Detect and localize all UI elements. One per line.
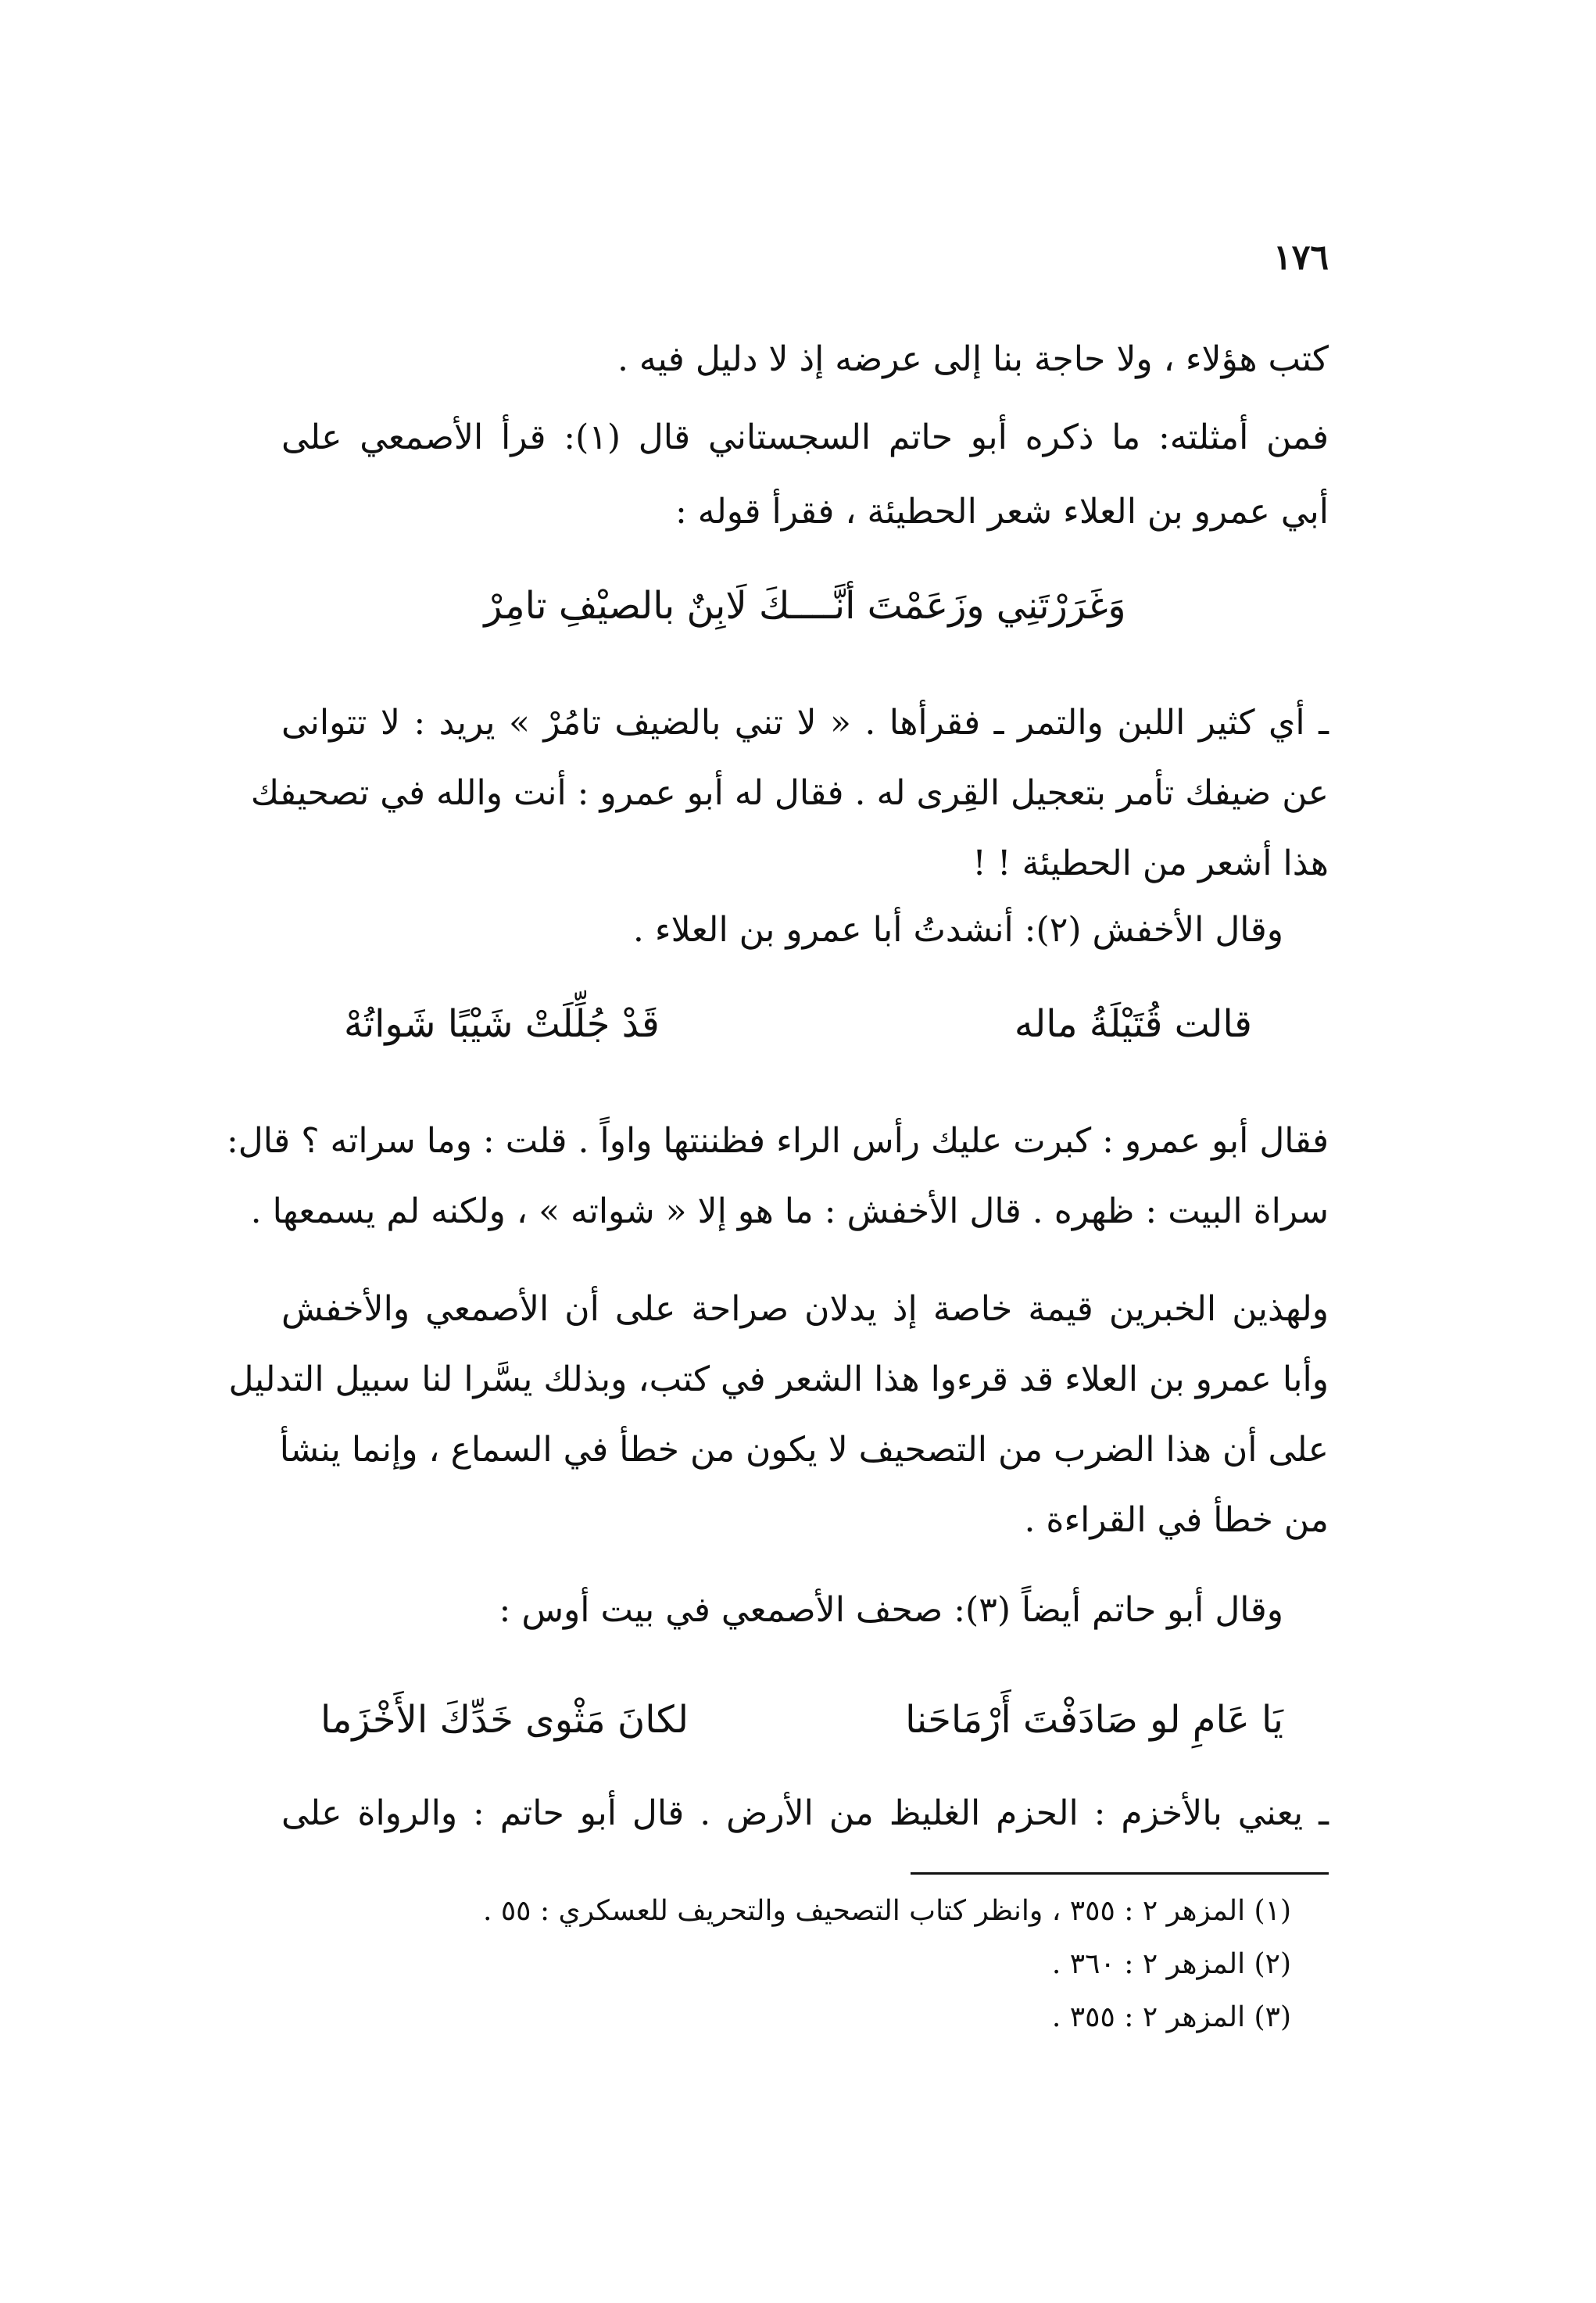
text-line: سراة البيت : ظهره . قال الأخفش : ما هو إلا « شواته » ، ولكنه لم يسمعها .	[250, 1191, 1329, 1231]
verse-hemistich: لكانَ مَثْوى خَدِّكَ الأَخْزَما	[320, 1698, 689, 1742]
verse-hemistich: يَا عَامِ لو صَادَفْتَ أَرْمَاحَنا	[905, 1698, 1283, 1742]
footnote: (٣) المزهر ٢ : ٣٥٥ .	[1051, 2001, 1291, 2033]
text-line: ـ يعني بالأخزم : الحزم الغليظ من الأرض . قال أبو حاتم : والرواة على	[281, 1793, 1329, 1833]
text-line: كتب هؤلاء ، ولا حاجة بنا إلى عرضه إذ لا دليل فيه .	[617, 339, 1329, 379]
verse-hemistich: قَدْ جُلِّلَتْ شَيْبًا شَواتُهْ	[344, 1002, 660, 1046]
footnote: (٢) المزهر ٢ : ٣٦٠ .	[1051, 1948, 1291, 1980]
text-line: وأبا عمرو بن العلاء قد قرءوا هذا الشعر في كتب، وبذلك يسَّرا لنا سبيل التدليل	[228, 1359, 1329, 1399]
text-line: من خطأ في القراءة .	[1024, 1500, 1329, 1540]
footnote-divider	[911, 1872, 1329, 1875]
verse-hemistich: قالت قُتَيْلَةُ ماله	[1014, 1002, 1252, 1046]
page-number: ١٧٦	[1273, 238, 1329, 278]
text-line: على أن هذا الضرب من التصحيف لا يكون من خطأ في السماع ، وإنما ينشأ	[279, 1430, 1329, 1470]
verse-line: وَغَرَرْتَنِي وزَعَمْتَ أنَّــــكَ لَابِنٌ بالصيْفِ تامِرْ	[484, 584, 1126, 628]
text-line: فقال أبو عمرو : كبرت عليك رأس الراء فظننتها واواً . قلت : وما سراته ؟ قال:	[226, 1121, 1329, 1161]
text-line: وقال أبو حاتم أيضاً (٣): صحف الأصمعي في بيت أوس :	[499, 1590, 1283, 1630]
text-line: عن ضيفك تأمر بتعجيل القِرى له . فقال له أبو عمرو : أنت والله في تصحيفك	[250, 773, 1329, 813]
text-line: ولهذين الخبرين قيمة خاصة إذ يدلان صراحة على أن الأصمعي والأخفش	[281, 1289, 1329, 1329]
text-line: ـ أي كثير اللبن والتمر ـ فقرأها . « لا تني بالضيف تامُرْ » يريد : لا تتوانى	[281, 703, 1329, 743]
text-line: فمن أمثلته: ما ذكره أبو حاتم السجستاني قال (١): قرأ الأصمعي على	[281, 417, 1329, 457]
text-line: وقال الأخفش (٢): أنشدتُ أبا عمرو بن العلاء .	[632, 910, 1283, 950]
footnote: (١) المزهر ٢ : ٣٥٥ ، وانظر كتاب التصحيف والتحريف للعسكري : ٥٥ .	[482, 1895, 1291, 1927]
text-line: أبي عمرو بن العلاء شعر الحطيئة ، فقرأ قوله :	[675, 492, 1329, 532]
text-line: هذا أشعر من الحطيئة ! !	[972, 843, 1329, 883]
